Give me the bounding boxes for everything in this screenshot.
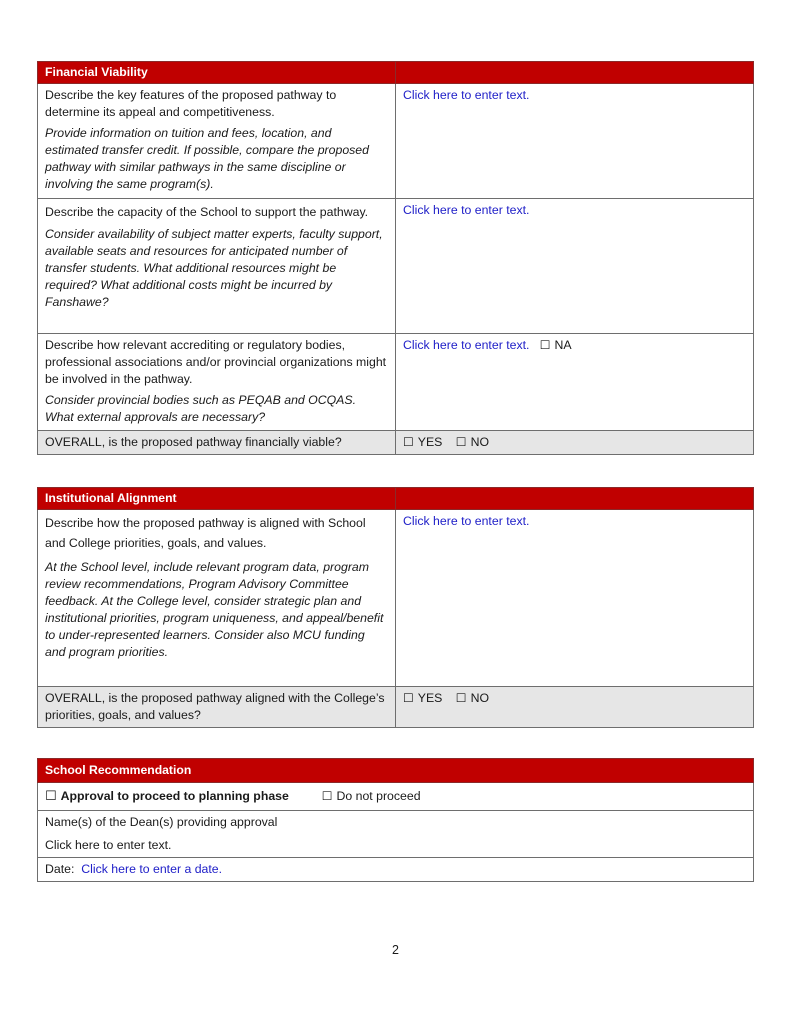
response-cell[interactable] bbox=[396, 199, 754, 334]
question-text: Describe the capacity of the School to support the pathway. bbox=[45, 205, 369, 219]
response-cell[interactable] bbox=[396, 510, 754, 687]
hint-text: Provide information on tuition and fees, location, and estimated transfer credit. If possible, compare the proposed pathway with similar pathways in the same discipline or involving the same program(s). bbox=[45, 126, 369, 191]
date-row bbox=[38, 858, 754, 882]
date-cell bbox=[38, 858, 754, 882]
question-cell bbox=[38, 510, 396, 687]
section-title: Financial Viability bbox=[38, 62, 396, 84]
hint-text: At the School level, include relevant program data, program review recommendations, Program Advisory Committee feedback. At the College level, consider strategic plan and institutional priorities, program uniqueness, and appeal/benefit to under-represented learners. Consider also MCU funding and program priorities. bbox=[45, 560, 384, 659]
date-picker-field[interactable]: Click here to enter a date. bbox=[81, 862, 223, 876]
dean-row bbox=[38, 811, 754, 858]
no-checkbox[interactable]: ☐ bbox=[455, 435, 467, 449]
dean-name-field[interactable]: Click here to enter text. bbox=[45, 838, 172, 852]
yes-label: YES bbox=[417, 691, 443, 705]
question-row bbox=[38, 510, 754, 687]
section-header-blank bbox=[396, 488, 754, 510]
decision-cell bbox=[38, 783, 754, 811]
question-cell bbox=[38, 199, 396, 334]
dean-label: Name(s) of the Dean(s) providing approval bbox=[45, 815, 278, 829]
question-row bbox=[38, 199, 754, 334]
question-row bbox=[38, 84, 754, 199]
yes-checkbox[interactable]: ☐ bbox=[403, 435, 414, 449]
question-row bbox=[38, 334, 754, 431]
response-text-field[interactable]: Click here to enter text. bbox=[403, 514, 530, 528]
question-text: Describe the key features of the proposed pathway to determine its appeal and competitiveness. bbox=[45, 88, 337, 119]
overall-row bbox=[38, 431, 754, 455]
reject-label: Do not proceed bbox=[336, 789, 421, 803]
hint-text: Consider availability of subject matter experts, faculty support, available seats and resources for anticipated number of transfer students. What additional resources might be required? What additional costs might be incurred by Fanshawe? bbox=[45, 227, 383, 309]
section-header bbox=[38, 488, 754, 510]
response-text-field[interactable]: Click here to enter text. bbox=[403, 88, 530, 102]
reject-checkbox[interactable]: ☐ bbox=[321, 789, 333, 803]
question-text: Describe how the proposed pathway is aligned with School and College priorities, goals, and values. bbox=[45, 516, 366, 550]
response-cell[interactable] bbox=[396, 334, 754, 431]
section-header-blank bbox=[396, 62, 754, 84]
question-text: Describe how relevant accrediting or regulatory bodies, professional associations and/or provincial organizations might be involved in the pathway. bbox=[45, 338, 387, 386]
hint-text: Consider provincial bodies such as PEQAB and OCQAS. What external approvals are necessary? bbox=[45, 393, 356, 424]
institutional-alignment-table bbox=[37, 487, 754, 728]
response-text-field[interactable]: Click here to enter text. bbox=[403, 338, 530, 352]
section-header bbox=[38, 62, 754, 84]
approve-checkbox[interactable]: ☐ bbox=[45, 789, 57, 804]
overall-answer-cell bbox=[396, 687, 754, 728]
overall-question: OVERALL, is the proposed pathway financially viable? bbox=[38, 431, 396, 455]
section-title: Institutional Alignment bbox=[38, 488, 396, 510]
no-label: NO bbox=[470, 435, 490, 449]
dean-cell bbox=[38, 811, 754, 858]
response-cell[interactable] bbox=[396, 84, 754, 199]
financial-viability-table bbox=[37, 61, 754, 455]
no-checkbox[interactable]: ☐ bbox=[455, 691, 467, 705]
decision-row bbox=[38, 783, 754, 811]
page-number: 2 bbox=[392, 943, 399, 957]
no-label: NO bbox=[470, 691, 490, 705]
date-label: Date: bbox=[45, 862, 75, 876]
section-title: School Recommendation bbox=[38, 759, 754, 783]
question-cell bbox=[38, 84, 396, 199]
section-header bbox=[38, 759, 754, 783]
na-label: NA bbox=[554, 338, 572, 352]
overall-answer-cell bbox=[396, 431, 754, 455]
yes-checkbox[interactable]: ☐ bbox=[403, 691, 414, 705]
question-cell bbox=[38, 334, 396, 431]
approve-label: Approval to proceed to planning phase bbox=[60, 789, 289, 803]
yes-label: YES bbox=[417, 435, 443, 449]
na-checkbox[interactable]: ☐ bbox=[539, 338, 551, 352]
overall-row bbox=[38, 687, 754, 728]
response-text-field[interactable]: Click here to enter text. bbox=[403, 203, 530, 217]
overall-question: OVERALL, is the proposed pathway aligned with the College’s priorities, goals, and values? bbox=[38, 687, 396, 728]
school-recommendation-table bbox=[37, 758, 754, 882]
